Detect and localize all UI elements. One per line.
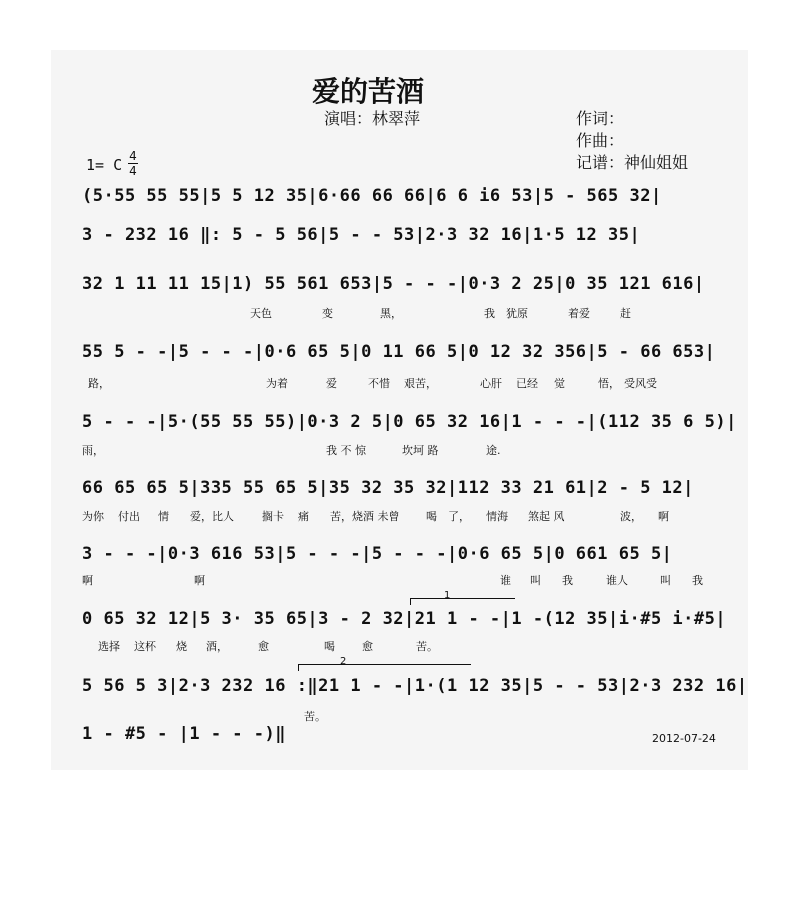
lyric: 选择 [98,640,120,653]
composer-credit: 作曲： [576,131,625,150]
lyric: 了， [448,510,470,523]
lyric: 这杯 [134,640,156,653]
music-row: 5 - - -|5·(55 55 55)|0·3 2 5|0 65 32 16|1 - - -|(112 35 6 5)| [82,412,737,432]
lyric: 苦，烧酒 未曾 [330,510,400,523]
lyric: 变 [322,307,333,320]
key-signature: 1= C [86,156,123,174]
lyric: 着爱 [568,307,590,320]
lyric: 已经 [516,377,538,390]
lyric: 觉 [554,377,565,390]
lyricist-credit: 作词： [576,109,625,128]
lyric: 喝 [324,640,335,653]
lyric: 天色 [250,307,272,320]
lyric: 我 不 惊 [326,444,366,457]
lyric: 路， [88,377,110,390]
volta-number: 2 [340,656,347,667]
lyric: 情 [158,510,169,523]
music-row: 32 1 11 11 15|1) 55 561 653|5 - - -|0·3 2 25|0 35 121 616| [82,274,705,294]
lyric: 赶 [620,307,631,320]
lyric: 酒， [206,640,228,653]
volta-bracket [410,598,515,605]
lyric: 心肝 [480,377,502,390]
music-row: 55 5 - -|5 - - -|0·6 65 5|0 11 66 5|0 12 32 356|5 - 66 653| [82,342,716,362]
lyric: 痛 [298,510,309,523]
lyric: 谁人 [606,574,628,587]
lyric: 啊 [658,510,669,523]
music-row: 1 - #5 - |1 - - -)‖ [82,724,286,744]
lyric: 不惜 [368,377,390,390]
lyric: 喝 [426,510,437,523]
lyric: 啊 [82,574,93,587]
lyric: 叫 [660,574,671,587]
lyric: 坎坷 路 [402,444,439,457]
lyric: 黑， [380,307,402,320]
lyric: 雨， [82,444,104,457]
lyric: 搁卡 [262,510,284,523]
lyric: 苦。 [304,710,326,723]
lyric: 愈 [362,640,373,653]
song-title: 爱的苦酒 [312,75,425,108]
lyric: 我 [562,574,573,587]
lyric: 受风受 [624,377,657,390]
lyric: 犹原 [506,307,528,320]
lyric: 我 [484,307,495,320]
lyric: 苦。 [416,640,438,653]
lyric: 爱 [326,377,337,390]
lyric: 情海 [486,510,508,523]
music-row: (5·55 55 55|5 5 12 35|6·66 66 66|6 6 i6 53|5 - 565 32| [82,186,662,206]
lyric: 谁 [500,574,511,587]
music-row: 3 - 232 16 ‖: 5 - 5 56|5 - - 53|2·3 32 16|1·5 12 35| [82,225,641,245]
lyric: 艰苦， [404,377,437,390]
singer-credit: 演唱：林翠萍 [324,109,421,128]
transcription-date: 2012-07-24 [652,732,716,745]
lyric: 愈 [258,640,269,653]
music-row: 66 65 65 5|335 55 65 5|35 32 35 32|112 33 21 61|2 - 5 12| [82,478,694,498]
lyric: 为你 [82,510,104,523]
music-row: 3 - - -|0·3 616 53|5 - - -|5 - - -|0·6 65 5|0 661 65 5| [82,544,673,564]
volta-number: 1 [444,590,451,601]
lyric: 悟， [598,377,620,390]
transcriber-credit: 记谱：神仙姐姐 [576,153,689,172]
time-signature: 4 4 [129,149,137,178]
lyric: 叫 [530,574,541,587]
lyric: 波， [620,510,642,523]
lyric: 为着 [266,377,288,390]
music-row: 5 56 5 3|2·3 232 16 :‖21 1 - -|1·(1 12 35|5 - - 53|2·3 232 16| [82,676,748,696]
lyric: 煞起 风 [528,510,565,523]
lyric: 付出 [118,510,140,523]
lyric: 烧 [176,640,187,653]
lyric: 啊 [194,574,205,587]
lyric: 我 [692,574,703,587]
lyric: 爱，比人 [190,510,234,523]
music-row: 0 65 32 12|5 3· 35 65|3 - 2 32|21 1 - -|1 -(12 35|i·#5 i·#5| [82,609,727,629]
volta-bracket [298,664,471,671]
lyric: 途. [486,444,501,457]
